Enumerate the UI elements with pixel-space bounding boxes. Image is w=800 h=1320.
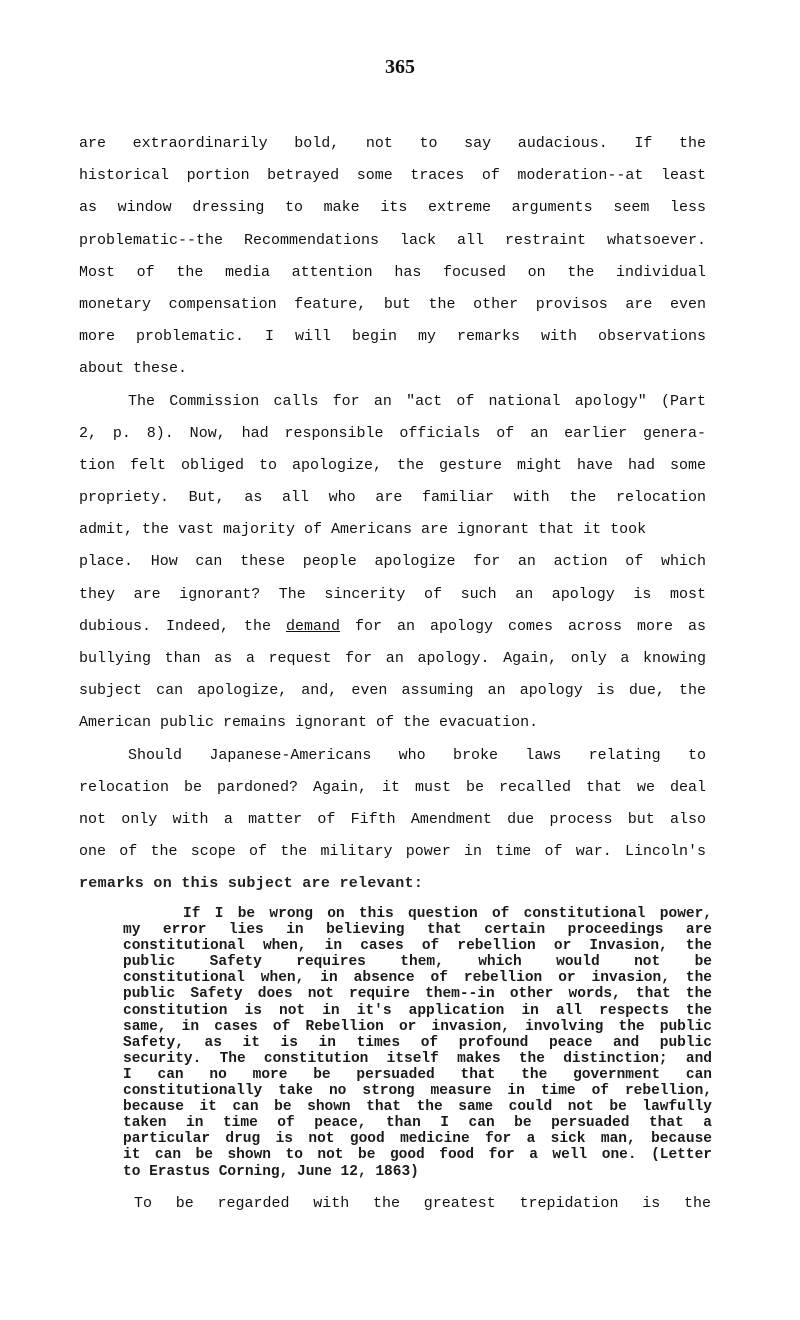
text-line: monetary compensation feature, but the other provisos are even xyxy=(79,295,706,313)
text-line: are extraordinarily bold, not to say audacious. If the xyxy=(79,135,706,152)
body-text xyxy=(79,128,706,901)
text-line: historical portion betrayed some traces of moderation--at least xyxy=(79,167,706,185)
text-line: bullying than as a request for an apology. Again, only a knowing xyxy=(79,650,706,667)
quote-line: same, in cases of Rebellion or invasion, involving the public xyxy=(123,1018,712,1035)
text-line: more problematic. I will begin my remarks with observations xyxy=(79,328,706,346)
quote-line: constitutionally take no strong measure in time of rebellion, xyxy=(123,1083,712,1100)
quote-line: constitutional when, in cases of rebellion or Invasion, the xyxy=(123,938,712,955)
quote-line: particular drug is not good medicine for a sick man, because xyxy=(123,1131,712,1148)
quote-line: constitution is not in it's application in all respects the xyxy=(123,1002,712,1019)
quote-line: If I be wrong on this question of constitutional power, xyxy=(183,906,712,922)
text-line: remarks on this subject are relevant: xyxy=(79,875,424,893)
text-fragment: for an apology comes across more as xyxy=(355,617,706,635)
text-line: place. How can these people apologize for an action of which xyxy=(79,553,706,571)
quote-line: my error lies in believing that certain proceedings are xyxy=(123,922,712,939)
text-line: The Commission calls for an "act of national apology" (Part xyxy=(128,392,706,410)
text-line: one of the scope of the military power in time of war. Lincoln's xyxy=(79,843,706,861)
text-line: American public remains ignorant of the evacuation. xyxy=(79,714,539,732)
text-line: about these. xyxy=(79,360,188,378)
text-line: admit, the vast majority of Americans are ignorant that it took xyxy=(79,521,647,539)
text-line: relocation be pardoned? Again, it must be recalled that we deal xyxy=(79,778,706,796)
text-line: they are ignorant? The sincerity of such an apology is most xyxy=(79,585,706,603)
text-line: problematic--the Recommendations lack all restraint whatsoever. xyxy=(79,231,706,249)
quote-line: it can be shown to not be good food for a well one. (Letter xyxy=(123,1147,712,1164)
quote-line: to Erastus Corning, June 12, 1863) xyxy=(123,1163,419,1180)
continuation-line: To be regarded with the greatest trepidation is the xyxy=(134,1195,711,1212)
text-line: as window dressing to make its extreme arguments seem less xyxy=(79,199,706,217)
quote-line: constitutional when, in absence of rebellion or invasion, the xyxy=(123,970,712,987)
text-line: propriety. But, as all who are familiar with the relocation xyxy=(79,489,706,507)
text-line: 2, p. 8). Now, had responsible officials of an earlier genera- xyxy=(79,424,706,442)
quote-line: taken in time of peace, than I can be persuaded that a xyxy=(123,1115,712,1132)
text-line: not only with a matter of Fifth Amendment due process but also xyxy=(79,810,706,828)
quote-line: public Safety does not require them--in other words, that the xyxy=(123,986,712,1003)
text-line: Should Japanese-Americans who broke laws relating to xyxy=(128,746,706,764)
quote-line: I can no more be persuaded that the government can xyxy=(123,1066,712,1083)
block-quote xyxy=(123,906,712,1180)
quote-line: Safety, as it is in times of profound peace and public xyxy=(123,1034,712,1051)
quote-line: security. The constitution itself makes the distinction; and xyxy=(123,1050,712,1067)
quote-line: public Safety requires them, which would not be xyxy=(123,954,712,971)
text-fragment: dubious. Indeed, the xyxy=(79,617,272,635)
text-line xyxy=(79,611,706,643)
text-line: tion felt obliged to apologize, the gesture might have had some xyxy=(79,456,706,474)
text-line: Most of the media attention has focused on the individual xyxy=(79,263,706,281)
quote-line: because it can be shown that the same could not be lawfully xyxy=(123,1099,712,1116)
text-line: subject can apologize, and, even assuming an apology is due, the xyxy=(79,682,706,700)
underlined-word: demand xyxy=(286,617,341,635)
page-number: 365 xyxy=(385,56,415,78)
